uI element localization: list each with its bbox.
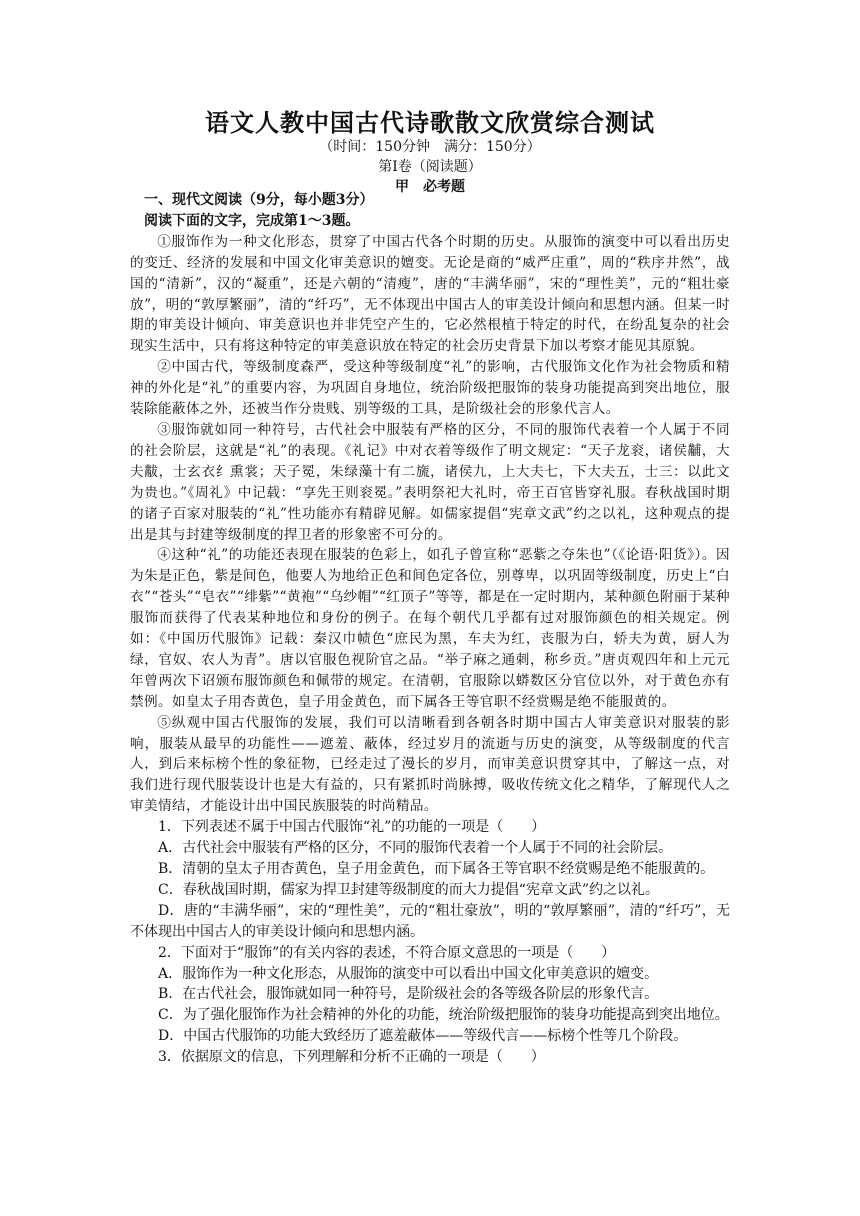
volume-heading: 第Ⅰ卷（阅读题） bbox=[378, 159, 482, 175]
question-2-stem: 2．下面对于“服饰”的有关内容的表述，不符合原文意思的一项是（ ） bbox=[158, 944, 616, 961]
question-1-option-c: C．春秋战国时期，儒家为捍卫封建等级制度的而大力提倡“宪章文武”约之以礼。 bbox=[158, 881, 660, 898]
question-1-option-a: A．古代社会中服装有严格的区分，不同的服饰代表着一个人属于不同的社会阶层。 bbox=[158, 840, 673, 857]
reading-instruction: 阅读下面的文字，完成第1～3题。 bbox=[144, 212, 360, 229]
question-2-option-b: B．在古代社会，服饰就如同一种符号，是阶级社会的各等级各阶层的形象代言。 bbox=[158, 986, 659, 1003]
question-2-option-c: C．为了强化服饰作为社会精神的外化的功能，统治阶级把服饰的装身功能提高到突出地位。 bbox=[158, 1007, 729, 1024]
passage-paragraph-1: ①服饰作为一种文化形态，贯穿了中国古代各个时期的历史。从服饰的演变中可以看出历史的变迁、经济的发展和中国文化审美意识的嬗变。无论是商的“威严庄重”，周的“秩序井然”，战国的“清新”，汉的“凝重”，还是六朝的“清瘦”，唐的“丰满华丽”，宋的“理性美”，元的“粗壮豪放”，明的“敦厚繁丽”，清的“纤巧”，无不体现出中国古人的审美设计倾向和思想内涵。但某一时期的审美设计倾向、审美意识也并非凭空产生的，它必然根植于特定的时代，在纷乱复杂的社会现实生活中，只有将这种特定的审美意识放在特定的社会历史背景下加以考察才能见其原貌。 bbox=[130, 233, 730, 355]
question-2-option-d: D．中国古代服饰的功能大致经历了遮羞蔽体——等级代言——标榜个性等几个阶段。 bbox=[158, 1028, 688, 1045]
passage-paragraph-2: ②中国古代，等级制度森严，受这种等级制度“礼”的影响，古代服饰文化作为社会物质和精神的外化是“礼”的重要内容，为巩固自身地位，统治阶级把服饰的装身功能提高到突出地位，服装除能蔽体之外，还被当作分贵贱、别等级的工具，是阶级社会的形象代言人。 bbox=[130, 359, 730, 418]
question-1-option-d: D．唐的“丰满华丽”，宋的“理性美”，元的“粗壮豪放”，明的“敦厚繁丽”，清的“纤巧”，无不体现出中国古人的审美设计倾向和思想内涵。 bbox=[130, 902, 730, 940]
part-heading: 一、现代文阅读（9分，每小题3分） bbox=[144, 192, 374, 208]
question-2-option-a: A．服饰作为一种文化形态，从服饰的演变中可以看出中国文化审美意识的嬗变。 bbox=[158, 965, 659, 982]
page-title: 语文人教中国古代诗歌散文欣赏综合测试 bbox=[205, 108, 655, 137]
exam-content bbox=[130, 190, 730, 1068]
section-heading: 甲 必考题 bbox=[395, 179, 465, 195]
time-score-line: （时间：150分钟 满分：150分） bbox=[319, 139, 541, 155]
question-1-option-b: B．清朝的皇太子用杏黄色，皇子用金黄色，而下属各王等官职不经赏赐是绝不能服黄的。 bbox=[158, 861, 715, 877]
passage-paragraph-3: ③服饰就如同一种符号，古代社会中服装有严格的区分，不同的服饰代表着一个人属于不同的社会阶层，这就是“礼”的表现。《礼记》中对衣着等级作了明文规定：“天子龙衮，诸侯黼，大夫黻，士玄衣纟熏裳；天子冕，朱绿藻十有二旒，诸侯九，上大夫七，下大夫五，士三：以此文为贵也。”《周礼》中记载：“享先王则衮冕。”表明祭祀大礼时，帝王百官皆穿礼服。春秋战国时期的诸子百家对服装的“礼”性功能亦有精辟见解。如儒家提倡“宪章文武”约之以礼，这种观点的提出是其与封建等级制度的捍卫者的形象密不可分的。 bbox=[130, 421, 730, 543]
question-3-stem: 3．依据原文的信息，下列理解和分析不正确的一项是（ ） bbox=[158, 1049, 545, 1066]
passage-paragraph-4: ④这种“礼”的功能还表现在服装的色彩上，如孔子曾宣称“恶紫之夺朱也”（《论语·阳货》）。因为朱是正色，紫是间色，他要人为地给正色和间色定各位，别尊卑，以巩固等级制度，历史上“白衣”“苍头”“皂衣”“绯紫”“黄袍”“乌纱帽”“红顶子”等等，都是在一定时期内，某种颜色附丽于某种服饰而获得了代表某种地位和身份的例子。在每个朝代几乎都有过对服饰颜色的相关规定。例如：《中国历代服饰》记载：秦汉巾帻色“庶民为黑，车夫为红，丧服为白，轿夫为黄，厨人为绿，官奴、农人为青”。唐以官服色视阶官之品。“举子麻之通刺，称乡贡。”唐贞观四年和上元元年曾两次下诏颁布服饰颜色和佩带的规定。在清朝，官服除以蟒数区分官位以外，对于黄色亦有禁例。如皇太子用杏黄色，皇子用金黄色，而下属各王等官职不经赏赐是绝不能服黄的。 bbox=[130, 547, 730, 710]
passage-paragraph-5: ⑤纵观中国古代服饰的发展，我们可以清晰看到各朝各时期中国古人审美意识对服装的影响，服装从最早的功能性——遮羞、蔽体，经过岁月的流逝与历史的演变，从等级制度的代言人，到后来标榜个性的象征物，已经走过了漫长的岁月，而审美意识贯穿其中，了解这一点，对我们进行现代服装设计也是大有益的，只有紧抓时尚脉搏，吸收传统文化之精华，了解现代人之审美情结，才能设计出中国民族服装的时尚精品。 bbox=[130, 714, 730, 815]
question-1-stem: 1．下列表述不属于中国古代服饰“礼”的功能的一项是（ ） bbox=[158, 819, 546, 836]
